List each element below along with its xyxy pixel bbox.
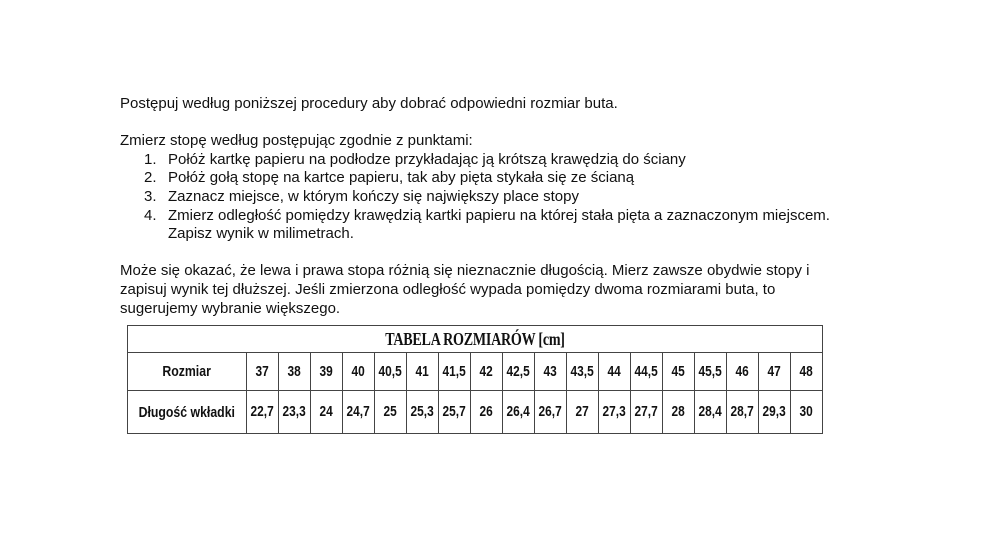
table-cell xyxy=(374,391,406,434)
step-number: 1. xyxy=(144,150,157,168)
table-cell xyxy=(470,391,502,434)
steps-lead: Zmierz stopę według postępując zgodnie z punktami: xyxy=(120,132,473,150)
step-text: Zaznacz miejsce, w którym kończy się największy place stopy xyxy=(168,187,579,205)
table-cell-text: 25 xyxy=(383,404,397,420)
size-table-title-text: TABELA ROZMIARÓW [cm] xyxy=(385,328,565,349)
step-number: 3. xyxy=(144,187,157,205)
size-table-title xyxy=(128,326,823,353)
table-cell xyxy=(598,353,630,391)
table-cell-text: 27,3 xyxy=(602,404,626,420)
table-cell-text: 30 xyxy=(799,404,813,420)
step-item xyxy=(120,188,840,207)
table-cell-text: 24,7 xyxy=(346,404,370,420)
table-cell-text: 26,7 xyxy=(538,404,562,420)
table-cell xyxy=(374,353,406,391)
table-cell xyxy=(406,353,438,391)
table-cell-text: 41 xyxy=(415,363,429,380)
intro-paragraph: Postępuj według poniższej procedury aby dobrać odpowiedni rozmiar buta. xyxy=(120,95,618,112)
note-paragraph: Może się okazać, że lewa i prawa stopa różnią się nieznacznie długością. Mierz zawsze obydwie stopy i zapisuj wynik tej dłuższej. Jeśli zmierzona odległość wypada pomiędzy dwoma rozmiarami buta, to sugerujemy wybranie większego. xyxy=(120,262,810,317)
table-cell-text: 28 xyxy=(671,404,685,420)
table-cell xyxy=(406,391,438,434)
row-header xyxy=(128,391,247,434)
table-cell-text: 47 xyxy=(767,363,781,380)
table-cell-text: 40 xyxy=(351,363,365,380)
table-cell xyxy=(790,391,822,434)
table-cell xyxy=(342,353,374,391)
table-cell xyxy=(566,353,598,391)
table-cell-text: 23,3 xyxy=(282,404,306,420)
table-cell-text: 28,7 xyxy=(730,404,754,420)
row-header-text: Długość wkładki xyxy=(138,403,235,421)
table-cell xyxy=(278,353,310,391)
table-cell xyxy=(534,391,566,434)
table-cell-text: 24 xyxy=(319,404,333,420)
table-cell xyxy=(438,353,470,391)
steps-list xyxy=(120,151,840,244)
table-cell xyxy=(694,353,726,391)
table-cell xyxy=(502,391,534,434)
document-body xyxy=(120,95,840,318)
table-cell xyxy=(438,391,470,434)
table-cell-text: 28,4 xyxy=(698,404,722,420)
table-cell-text: 45,5 xyxy=(698,363,722,380)
table-cell xyxy=(502,353,534,391)
table-cell xyxy=(726,391,758,434)
table-cell-text: 22,7 xyxy=(250,404,274,420)
table-cell xyxy=(310,353,342,391)
table-cell-text: 44,5 xyxy=(634,363,658,380)
step-number: 4. xyxy=(144,206,157,224)
table-cell-text: 25,3 xyxy=(410,404,434,420)
step-text: Zmierz odległość pomiędzy krawędzią kartki papieru na której stała pięta a zaznaczonym miejscem. Zapisz wynik w milimetrach. xyxy=(168,206,830,243)
table-cell-text: 38 xyxy=(287,363,301,380)
table-cell xyxy=(662,391,694,434)
table-cell xyxy=(566,391,598,434)
table-cell-text: 25,7 xyxy=(442,404,466,420)
table-cell-text: 39 xyxy=(319,363,333,380)
table-cell-text: 43 xyxy=(543,363,557,380)
table-cell-text: 37 xyxy=(255,363,269,380)
table-cell-text: 44 xyxy=(607,363,621,380)
size-table-container xyxy=(127,325,823,434)
table-cell-text: 46 xyxy=(735,363,749,380)
table-cell xyxy=(470,353,502,391)
table-cell xyxy=(246,353,278,391)
row-header-text: Rozmiar xyxy=(162,363,212,380)
table-cell xyxy=(534,353,566,391)
step-text: Połóż kartkę papieru na podłodze przykładając ją krótszą krawędzią do ściany xyxy=(168,150,686,168)
size-table xyxy=(127,325,823,434)
table-cell-text: 27,7 xyxy=(634,404,658,420)
table-cell xyxy=(694,391,726,434)
table-cell xyxy=(758,353,790,391)
table-cell xyxy=(726,353,758,391)
table-cell xyxy=(790,353,822,391)
table-cell-text: 26,4 xyxy=(506,404,530,420)
table-cell-text: 42,5 xyxy=(506,363,530,380)
table-cell-text: 48 xyxy=(799,363,813,380)
table-cell xyxy=(758,391,790,434)
table-cell xyxy=(246,391,278,434)
table-cell-text: 27 xyxy=(575,404,589,420)
step-item xyxy=(120,207,840,244)
table-cell-text: 40,5 xyxy=(378,363,402,380)
step-number: 2. xyxy=(144,169,157,187)
table-cell-text: 43,5 xyxy=(570,363,594,380)
table-cell-text: 26 xyxy=(479,404,493,420)
step-text: Połóż gołą stopę na kartce papieru, tak aby pięta stykała się ze ścianą xyxy=(168,169,635,187)
table-cell-text: 45 xyxy=(671,363,685,380)
table-row-insole-length xyxy=(128,391,823,434)
table-cell-text: 42 xyxy=(479,363,493,380)
table-row-size xyxy=(128,353,823,391)
table-cell xyxy=(342,391,374,434)
table-cell xyxy=(310,391,342,434)
table-cell-text: 41,5 xyxy=(442,363,466,380)
table-cell-text: 29,3 xyxy=(762,404,786,420)
table-cell xyxy=(630,391,662,434)
step-item xyxy=(120,151,840,170)
table-cell xyxy=(598,391,630,434)
step-item xyxy=(120,169,840,188)
table-cell xyxy=(278,391,310,434)
row-header xyxy=(128,353,247,391)
table-cell xyxy=(630,353,662,391)
table-cell xyxy=(662,353,694,391)
